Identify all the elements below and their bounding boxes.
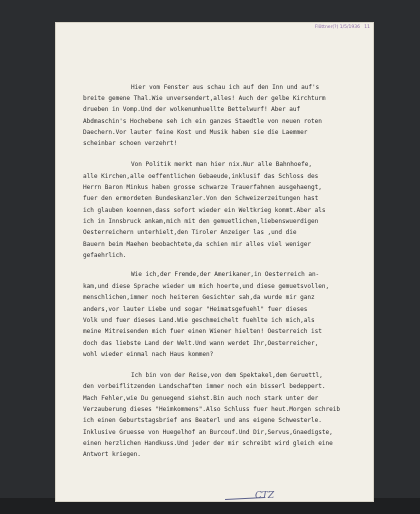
body-line: breite gemene Thal.Wie unversendert,alles! Auch der gelbe Kirchturm bbox=[83, 94, 326, 102]
body-line: Abdmaschin's Hochebene seh ich ein ganzes Staedtle von neuen roten bbox=[83, 117, 322, 125]
letter-page bbox=[55, 22, 374, 502]
page-number: 11 bbox=[364, 25, 370, 30]
body-line: kam,und diese Sprache wieder um mich hoerte,und diese gemuetsvollen, bbox=[83, 282, 330, 290]
body-line: fuer den ermordeten Bundeskanzler.Von den Schweizerzeitungen hast bbox=[83, 195, 319, 203]
body-line: drueben in Vomp.Und der wolkenumhuellte Bettelwurf! Aber auf bbox=[83, 106, 301, 114]
body-line: wohl wieder einmal nach Haus kommen? bbox=[83, 350, 214, 358]
archive-meta-label: Flöttner(?) 1/5/1936 bbox=[314, 25, 360, 30]
body-line: Bauern beim Maehen beobachtete,da schien mir alles viel weniger bbox=[83, 240, 311, 248]
body-line: doch das liebste Land der Welt.Und wann werdet Ihr,Oesterreicher, bbox=[83, 339, 319, 347]
body-line: Herrn Baron Minkus haben grosse schwarze Trauerfahnen ausgehaengt, bbox=[83, 184, 322, 191]
body-line: Von Politik merkt man hier nix.Nur alle Bahnhoefe, bbox=[131, 161, 312, 169]
body-line: anders,vor lauter Liebe und sogar "Heimatsgefuehl" fuer dieses bbox=[83, 305, 308, 313]
body-line: Inklusive Gruesse von Huegelhof an Burcouf.Und Dir,Servus,Gnaedigste, bbox=[83, 428, 333, 436]
body-line: Antwort kriegen. bbox=[83, 451, 141, 459]
body-line: einen herzlichen Handkuss.Und jeder der mir schreibt wird gleich eine bbox=[83, 439, 333, 447]
body-line: Wie ich,der Fremde,der Amerikaner,in Oesterreich an- bbox=[131, 271, 320, 279]
body-line: ich glauben koennen,dass sofort wieder ein Weltkrieg kommt.Aber als bbox=[83, 206, 326, 214]
body-line: Hier vom Fenster aus schau ich auf den Inn und auf's bbox=[131, 83, 320, 91]
body-line: den vorbeiflitzenden Landschaften immer noch ein bisserl bedeppert. bbox=[83, 383, 326, 391]
body-line: menschlichen,immer noch heiteren Gesichter sah,da wurde mir ganz bbox=[83, 294, 315, 302]
handwritten-signature: CTZ bbox=[255, 491, 275, 501]
body-line: ich in Innsbruck ankam,mich mit den gemuetlichen,liebenswuerdigen bbox=[83, 218, 319, 226]
body-line: Volk und fuer dieses Land.Wie geschmeichelt fuehlte ich mich,als bbox=[83, 316, 315, 324]
body-line: alle Kirchen,alle oeffentlichen Gebaeude,inklusif das Schloss des bbox=[83, 172, 319, 180]
body-line: scheinbar schoen verzehrt! bbox=[83, 140, 178, 148]
body-line: gefaehrlich. bbox=[83, 252, 127, 260]
body-line: Ich bin von der Reise,von dem Spektakel,dem Geruettl, bbox=[131, 371, 323, 379]
body-line: Daechern.Vor lauter feine Kost und Musik haben sie die Laemmer bbox=[83, 128, 308, 136]
body-line: meine Mitreisenden mich fuer einen Wiener hielten! Oesterreich ist bbox=[83, 328, 322, 336]
body-line: Mach Fehler,wie Du genuegend siehst.Bin auch noch stark unter der bbox=[83, 394, 319, 402]
letter-body bbox=[55, 22, 374, 502]
body-line: Verzauberung dieses "Heimkommens".Also Schluss fuer heut.Morgen schreib bbox=[83, 405, 340, 413]
body-line: ich einen Geburtstagsbrief ans Beaterl und ans eigene Schwesterle. bbox=[83, 417, 322, 425]
body-line: Oesterreichern unterhielt,den Tiroler Anzeiger las ,und die bbox=[83, 229, 297, 237]
